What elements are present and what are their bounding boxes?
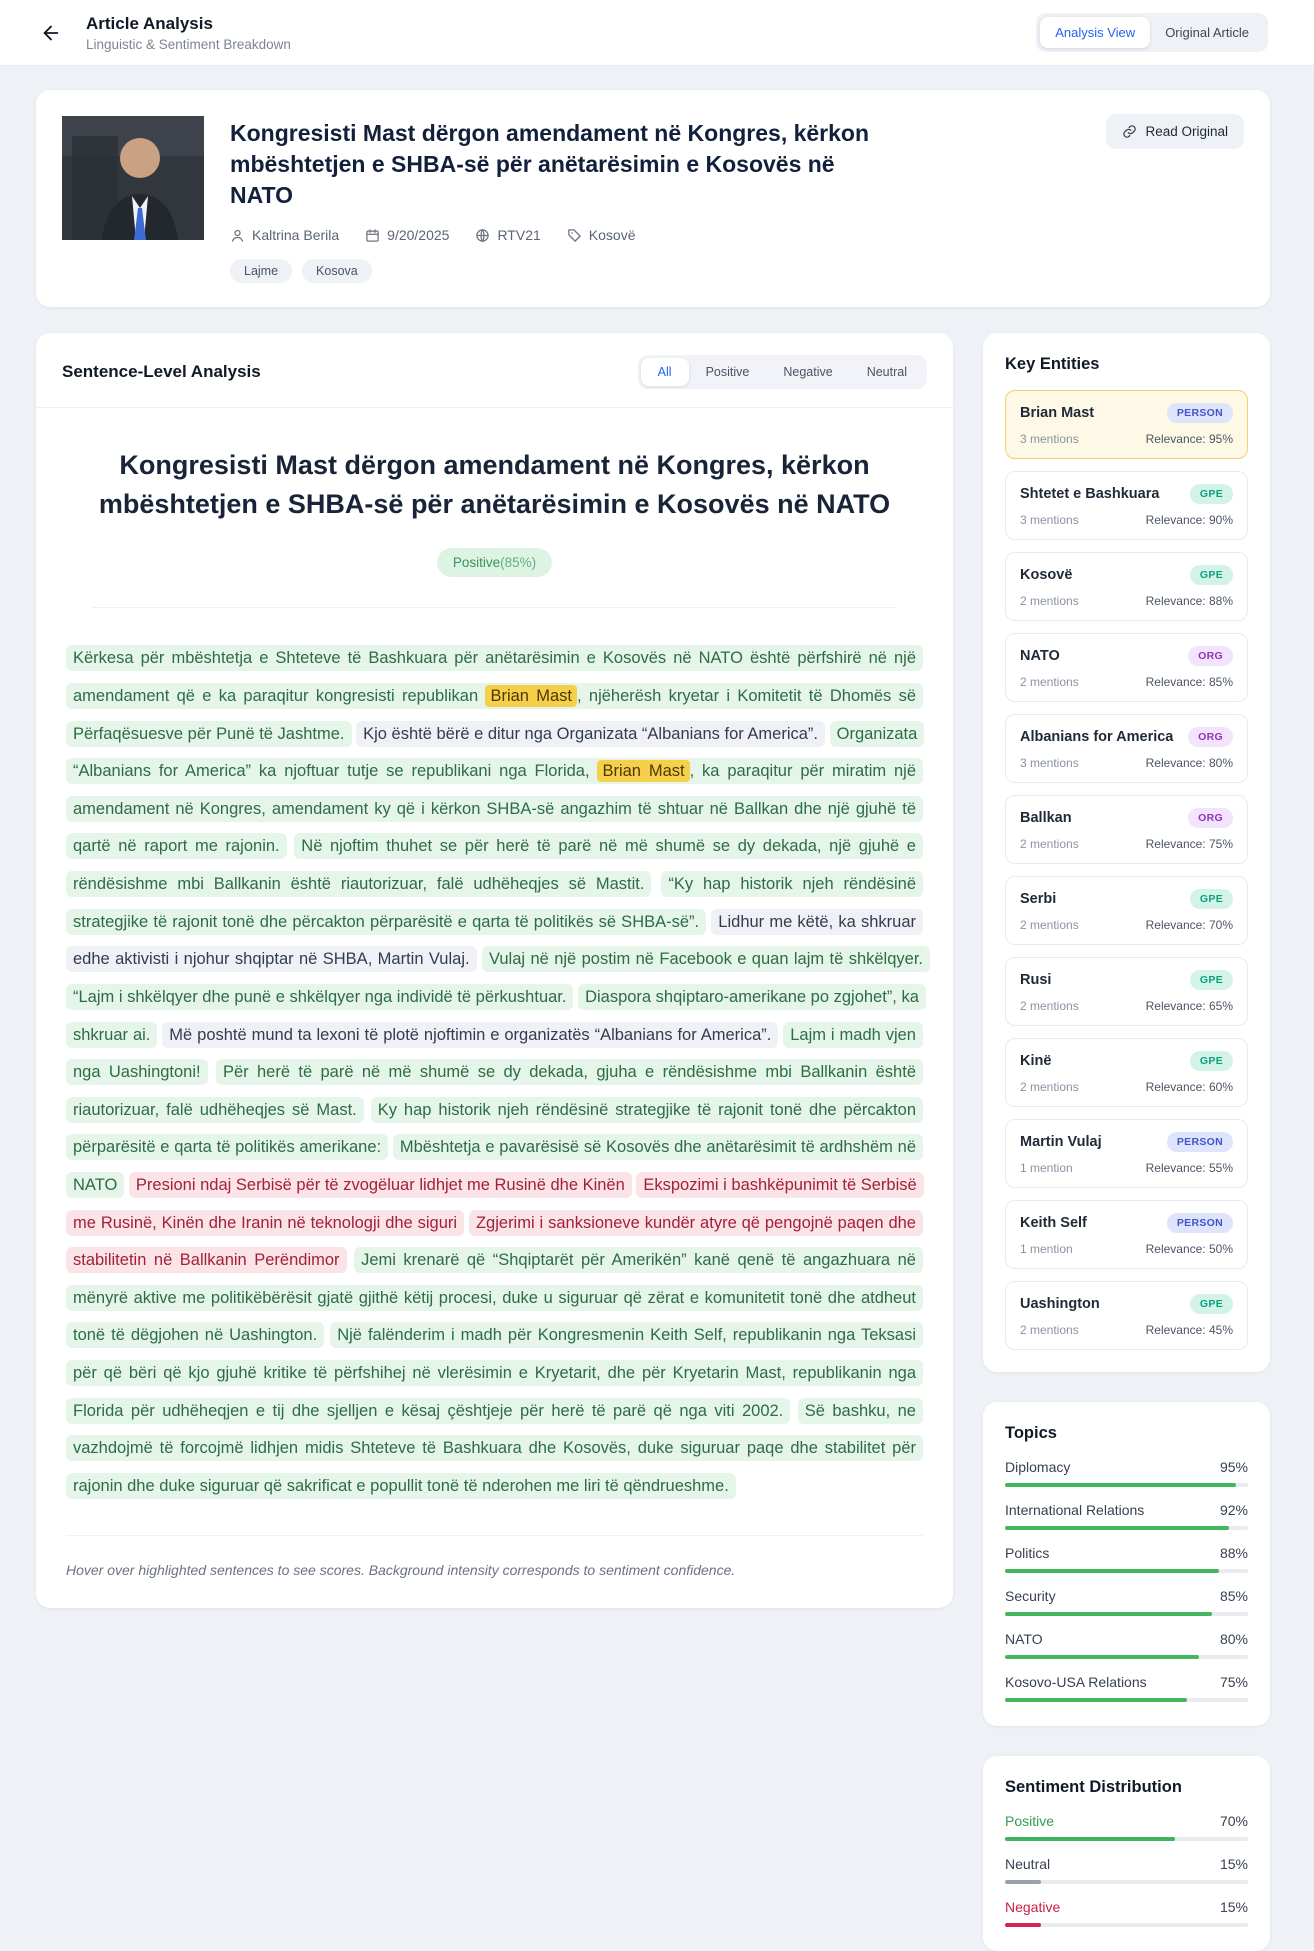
sentence-highlight-positive[interactable]: Për herë të parë në më shumë se dy dekada, gjuha e rëndësishme mbi Ballkanin është riautorizuar, falë udhëheqjes së Mast. <box>66 1059 923 1123</box>
topic-bar-fill <box>1005 1569 1219 1573</box>
entity-relevance: Relevance: 95% <box>1145 432 1233 447</box>
entity-mentions: 2 mentions <box>1020 837 1079 852</box>
topic-row-diplomacy <box>1005 1459 1248 1487</box>
author-name: Kaltrina Berila <box>252 227 340 244</box>
author-icon <box>230 228 245 243</box>
overall-sentiment-badge <box>437 548 552 577</box>
topic-row-politics <box>1005 1545 1248 1573</box>
entity-card-shtetet-e-bashkuara[interactable] <box>1005 471 1248 540</box>
entity-relevance: Relevance: 85% <box>1145 675 1233 690</box>
author-meta <box>230 227 339 243</box>
entity-type-badge: GPE <box>1190 484 1233 504</box>
sentiment-value: 15% <box>1219 1899 1248 1916</box>
topic-value: 95% <box>1219 1459 1248 1476</box>
entity-card-kosovë[interactable] <box>1005 552 1248 621</box>
read-original-label: Read Original <box>1145 124 1228 139</box>
entity-type-badge: GPE <box>1190 889 1233 909</box>
sentence-highlight-positive[interactable]: Në njoftim thuhet se për herë të parë në më shumë se dy dekada, një gjuhë e rëndësishme mbi Ballkanin është riautorizuar, falë udhëheqjes së Mastit. <box>66 833 923 897</box>
sentiment-label: Neutral <box>1005 1856 1051 1873</box>
date-meta <box>365 227 449 243</box>
article-summary-card <box>36 90 1270 307</box>
filter-tab-all[interactable]: All <box>641 358 689 386</box>
sentence-highlight-negative[interactable]: Zgjerimi i sanksioneve kundër atyre që pengojnë paqen dhe stabilitetin në Ballkanin Perëndimor <box>66 1210 923 1274</box>
sentiment-bar-fill <box>1005 1837 1175 1841</box>
filter-tab-neutral[interactable]: Neutral <box>850 358 924 386</box>
content-divider <box>92 607 897 608</box>
topic-bar-track <box>1005 1698 1248 1702</box>
panel-divider <box>36 407 953 408</box>
topic-label: Diplomacy <box>1005 1459 1071 1476</box>
entity-card-nato[interactable] <box>1005 633 1248 702</box>
sentiment-distribution-title: Sentiment Distribution <box>1005 1778 1182 1797</box>
entity-mention-highlight[interactable]: Brian Mast <box>485 685 577 707</box>
sentence-highlight-neutral[interactable]: Kjo është bërë e ditur nga Organizata “Albanians for America”. <box>356 721 825 747</box>
filter-tab-negative[interactable]: Negative <box>766 358 849 386</box>
entity-card-martin-vulaj[interactable] <box>1005 1119 1248 1188</box>
sentiment-value: 15% <box>1219 1856 1248 1873</box>
entity-relevance: Relevance: 60% <box>1145 1080 1233 1095</box>
sentiment-label: Positive <box>1005 1813 1055 1830</box>
entity-name: Kinë <box>1020 1053 1052 1070</box>
entity-relevance: Relevance: 45% <box>1145 1323 1233 1338</box>
topic-bar-fill <box>1005 1483 1236 1487</box>
sentence-highlight-positive[interactable]: Jemi krenarë që “Shqiptarët për Amerikën” kanë qenë të angazhuara në mënyrë aktive me politikëbërësit gjatë gjithë këtij procesi, duke u siguruar që zërat e komunitetit tonë dhe atdheut tonë të dëgjohen në Uashington. <box>66 1247 923 1348</box>
topic-bar-fill <box>1005 1612 1212 1616</box>
entity-name: Shtetet e Bashkuara <box>1020 486 1160 503</box>
sentiment-distribution-list <box>1005 1813 1248 1927</box>
article-meta <box>230 227 1242 243</box>
entity-list <box>1005 390 1248 1350</box>
sentiment-row-neutral <box>1005 1856 1248 1884</box>
entity-type-badge: PERSON <box>1167 1132 1233 1152</box>
entity-name: Albanians for America <box>1020 729 1174 746</box>
topic-value: 92% <box>1219 1502 1248 1519</box>
topics-list <box>1005 1459 1248 1702</box>
topic-label: Politics <box>1005 1545 1050 1562</box>
entity-type-badge: ORG <box>1188 727 1233 747</box>
entity-name: Rusi <box>1020 972 1052 989</box>
entity-name: Brian Mast <box>1020 405 1095 422</box>
view-toggle <box>1036 13 1268 52</box>
entity-mentions: 3 mentions <box>1020 513 1079 528</box>
topic-row-kosovo-usa-relations <box>1005 1674 1248 1702</box>
view-toggle-original-article[interactable]: Original Article <box>1150 17 1264 48</box>
entity-card-rusi[interactable] <box>1005 957 1248 1026</box>
view-toggle-analysis-view[interactable]: Analysis View <box>1040 17 1150 48</box>
sentence-highlight-positive[interactable]: Lajm i madh vjen nga Uashingtoni! <box>66 1022 923 1086</box>
entity-card-ballkan[interactable] <box>1005 795 1248 864</box>
entity-mentions: 3 mentions <box>1020 756 1079 771</box>
sentiment-row-negative <box>1005 1899 1248 1927</box>
entity-type-badge: GPE <box>1190 1051 1233 1071</box>
topic-label: International Relations <box>1005 1502 1145 1519</box>
topic-bar-track <box>1005 1483 1248 1487</box>
topic-label: NATO <box>1005 1631 1043 1648</box>
topic-bar-fill <box>1005 1698 1187 1702</box>
sentence-highlight-neutral[interactable]: Lidhur me këtë, ka shkruar edhe aktivisti i njohur shqiptar në SHBA, Martin Vulaj. <box>66 909 923 973</box>
entity-mentions: 1 mention <box>1020 1242 1073 1257</box>
topic-bar-track <box>1005 1655 1248 1659</box>
person-photo-placeholder <box>62 116 204 240</box>
article-tags <box>230 259 1242 283</box>
topic-row-nato <box>1005 1631 1248 1659</box>
entity-name: Uashington <box>1020 1296 1100 1313</box>
key-entities-title: Key Entities <box>1005 355 1100 374</box>
sentiment-bar-fill <box>1005 1923 1041 1927</box>
hover-hint-note: Hover over highlighted sentences to see scores. Background intensity corresponds to sentiment confidence. <box>66 1562 736 1579</box>
topics-panel <box>983 1402 1270 1726</box>
entity-relevance: Relevance: 80% <box>1145 756 1233 771</box>
entity-name: NATO <box>1020 648 1060 665</box>
top-bar <box>0 0 1314 66</box>
topic-value: 80% <box>1219 1631 1248 1648</box>
entity-mentions: 2 mentions <box>1020 1080 1079 1095</box>
sentence-highlight-positive[interactable]: “Lajm i shkëlqyer dhe punë e shkëlqyer nga individë të përkushtuar. <box>66 984 573 1010</box>
topic-value: 88% <box>1219 1545 1248 1562</box>
entity-type-badge: GPE <box>1190 565 1233 585</box>
sentence-highlight-positive[interactable]: Mbështetja e pavarësisë së Kosovës dhe anëtarësimit të ardhshëm në NATO <box>66 1134 923 1198</box>
entity-card-albanians-for-america[interactable] <box>1005 714 1248 783</box>
topic-value: 75% <box>1219 1674 1248 1691</box>
article-tag[interactable]: Kosova <box>302 259 372 283</box>
sentiment-filter-tabs <box>638 355 927 389</box>
entity-relevance: Relevance: 88% <box>1145 594 1233 609</box>
entity-type-badge: ORG <box>1188 808 1233 828</box>
filter-tab-positive[interactable]: Positive <box>689 358 767 386</box>
sentence-highlight-positive[interactable]: “Ky hap historik njeh rëndësinë strategjike të rajonit tonë dhe përcakton përparësitë e qarta të politikës së SHBA-së”. <box>66 871 923 935</box>
sentence-highlight-positive[interactable]: Ky hap historik njeh rëndësinë strategjike të rajonit tonë dhe përcakton përparësitë e qarta të politikës amerikane: <box>66 1097 923 1161</box>
entity-mentions: 3 mentions <box>1020 432 1079 447</box>
analyzed-article-body <box>66 640 923 1505</box>
topic-bar-fill <box>1005 1526 1229 1530</box>
entity-mentions: 2 mentions <box>1020 594 1079 609</box>
sentiment-bar-track <box>1005 1837 1248 1841</box>
sentence-highlight-negative[interactable]: Ekspozimi i bashkëpunimit të Serbisë me Rusinë, Kinën dhe Iranin në teknologji dhe siguri <box>66 1172 924 1236</box>
entity-type-badge: PERSON <box>1167 1213 1233 1233</box>
sidebar <box>983 333 1270 1951</box>
entity-relevance: Relevance: 70% <box>1145 918 1233 933</box>
sentiment-value: 70% <box>1219 1813 1248 1830</box>
overall-sentiment-label: Positive <box>452 555 501 571</box>
source-meta <box>475 227 540 243</box>
article-date: 9/20/2025 <box>387 227 450 244</box>
entity-relevance: Relevance: 65% <box>1145 999 1233 1014</box>
sentiment-bar-fill <box>1005 1880 1041 1884</box>
globe-icon <box>475 228 490 243</box>
entity-relevance: Relevance: 90% <box>1145 513 1233 528</box>
entity-card-kinë[interactable] <box>1005 1038 1248 1107</box>
entity-card-brian-mast[interactable] <box>1005 390 1248 459</box>
entity-mentions: 2 mentions <box>1020 675 1079 690</box>
entity-type-badge: ORG <box>1188 646 1233 666</box>
topic-label: Security <box>1005 1588 1056 1605</box>
entity-card-uashington[interactable] <box>1005 1281 1248 1350</box>
entity-name: Martin Vulaj <box>1020 1134 1102 1151</box>
sentence-highlight-positive[interactable]: Një falënderim i madh për Kongresmenin Keith Self, republikanin nga Teksasi për që bëri që kjo gjuhë kritike të përfshihej në vlerësimin e Kryetarit, dhe për Kryetarin Mast, republikanin nga Florida për udhëheqjen e tij dhe sjelljen e kësaj çështjeje për herë të parë që nga viti 2002. <box>66 1322 923 1423</box>
topic-bar-track <box>1005 1526 1248 1530</box>
entity-card-serbi[interactable] <box>1005 876 1248 945</box>
article-thumbnail <box>62 116 204 240</box>
link-icon <box>1122 124 1137 139</box>
entity-name: Serbi <box>1020 891 1057 908</box>
sentiment-bar-track <box>1005 1923 1248 1927</box>
back-arrow-icon <box>40 22 62 44</box>
overall-sentiment-score: (85%) <box>500 555 537 571</box>
read-original-button[interactable] <box>1106 114 1244 149</box>
topic-row-international-relations <box>1005 1502 1248 1530</box>
entity-relevance: Relevance: 75% <box>1145 837 1233 852</box>
tag-icon <box>567 228 582 243</box>
entity-type-badge: PERSON <box>1167 403 1233 423</box>
sentence-highlight-positive[interactable]: Së bashku, ne vazhdojmë të forcojmë lidhjen midis Shteteve të Bashkuara dhe Kosovës, duke siguruar paqe dhe stabilitet për rajonin dhe duke siguruar që sakrificat e popullit tonë të nderohen me liri të qëndrueshme. <box>66 1398 923 1499</box>
entity-card-keith-self[interactable] <box>1005 1200 1248 1269</box>
sentence-highlight-positive[interactable]: Kërkesa për mbështetja e Shteteve të Bashkuara për anëtarësimin e Kosovës në NATO është përfshirë në një amendament që e ka paraqitur kongresisti republikan Brian Mast , njëherësh kryetar i Komitetit të Dhomës së Përfaqësuesve për Punë të Jashtme. <box>66 645 923 746</box>
topic-bar-track <box>1005 1569 1248 1573</box>
topic-row-security <box>1005 1588 1248 1616</box>
topic-value: 85% <box>1219 1588 1248 1605</box>
entity-relevance: Relevance: 55% <box>1145 1161 1233 1176</box>
sentiment-distribution-panel <box>983 1756 1270 1951</box>
page-title: Article Analysis <box>86 13 213 33</box>
page-subtitle: Linguistic & Sentiment Breakdown <box>86 36 291 52</box>
analysis-headline: Kongresisti Mast dërgon amendament në Kongres, kërkon mbështetjen e SHBA-së për anëtarësimin e Kosovës në NATO <box>98 450 891 520</box>
entity-mentions: 2 mentions <box>1020 999 1079 1014</box>
back-button[interactable] <box>34 16 68 50</box>
article-tag[interactable]: Lajme <box>230 259 292 283</box>
sentence-highlight-positive[interactable]: Vulaj në një postim në Facebook e quan lajm të shkëlqyer. <box>482 946 930 972</box>
topic-bar-fill <box>1005 1655 1199 1659</box>
article-category: Kosovë <box>588 227 636 244</box>
entity-relevance: Relevance: 50% <box>1145 1242 1233 1257</box>
article-source: RTV21 <box>497 227 541 244</box>
entity-type-badge: GPE <box>1190 1294 1233 1314</box>
entity-mentions: 2 mentions <box>1020 1323 1079 1338</box>
article-title: Kongresisti Mast dërgon amendament në Kongres, kërkon mbështetjen e SHBA-së për anëtarësimin e Kosovës në NATO <box>230 120 870 209</box>
sentence-highlight-neutral[interactable]: Më poshtë mund ta lexoni të plotë njoftimin e organizatës “Albanians for America”. <box>162 1022 778 1048</box>
entity-mentions: 2 mentions <box>1020 918 1079 933</box>
calendar-icon <box>365 228 380 243</box>
sentiment-bar-track <box>1005 1880 1248 1884</box>
entity-name: Kosovë <box>1020 567 1073 584</box>
sentiment-label: Negative <box>1005 1899 1061 1916</box>
topics-title: Topics <box>1005 1424 1057 1443</box>
sentence-highlight-positive[interactable]: Organizata “Albanians for America” ka njoftuar tutje se republikani nga Florida, Brian Mast , ka paraqitur për miratim një amendament në Kongres, amendament ky që i kërkon SHBA-së angazhim të shtuar në Ballkan dhe një gjuhë të qartë në raport me rajonin. <box>66 721 924 860</box>
key-entities-panel <box>983 333 1270 1372</box>
entity-name: Keith Self <box>1020 1215 1087 1232</box>
topic-bar-track <box>1005 1612 1248 1616</box>
entity-mentions: 1 mention <box>1020 1161 1073 1176</box>
category-meta <box>567 227 636 243</box>
sentence-highlight-positive[interactable]: Diaspora shqiptaro-amerikane po zgjohet”, ka shkruar ai. <box>66 984 926 1048</box>
sentence-analysis-panel <box>36 333 953 1608</box>
sentiment-row-positive <box>1005 1813 1248 1841</box>
topic-label: Kosovo-USA Relations <box>1005 1674 1147 1691</box>
panel-title: Sentence-Level Analysis <box>62 362 261 382</box>
entity-name: Ballkan <box>1020 810 1072 827</box>
sentence-highlight-negative[interactable]: Presioni ndaj Serbisë për të zvogëluar lidhjet me Rusinë dhe Kinën <box>129 1172 632 1198</box>
entity-mention-highlight[interactable]: Brian Mast <box>597 760 689 782</box>
entity-type-badge: GPE <box>1190 970 1233 990</box>
